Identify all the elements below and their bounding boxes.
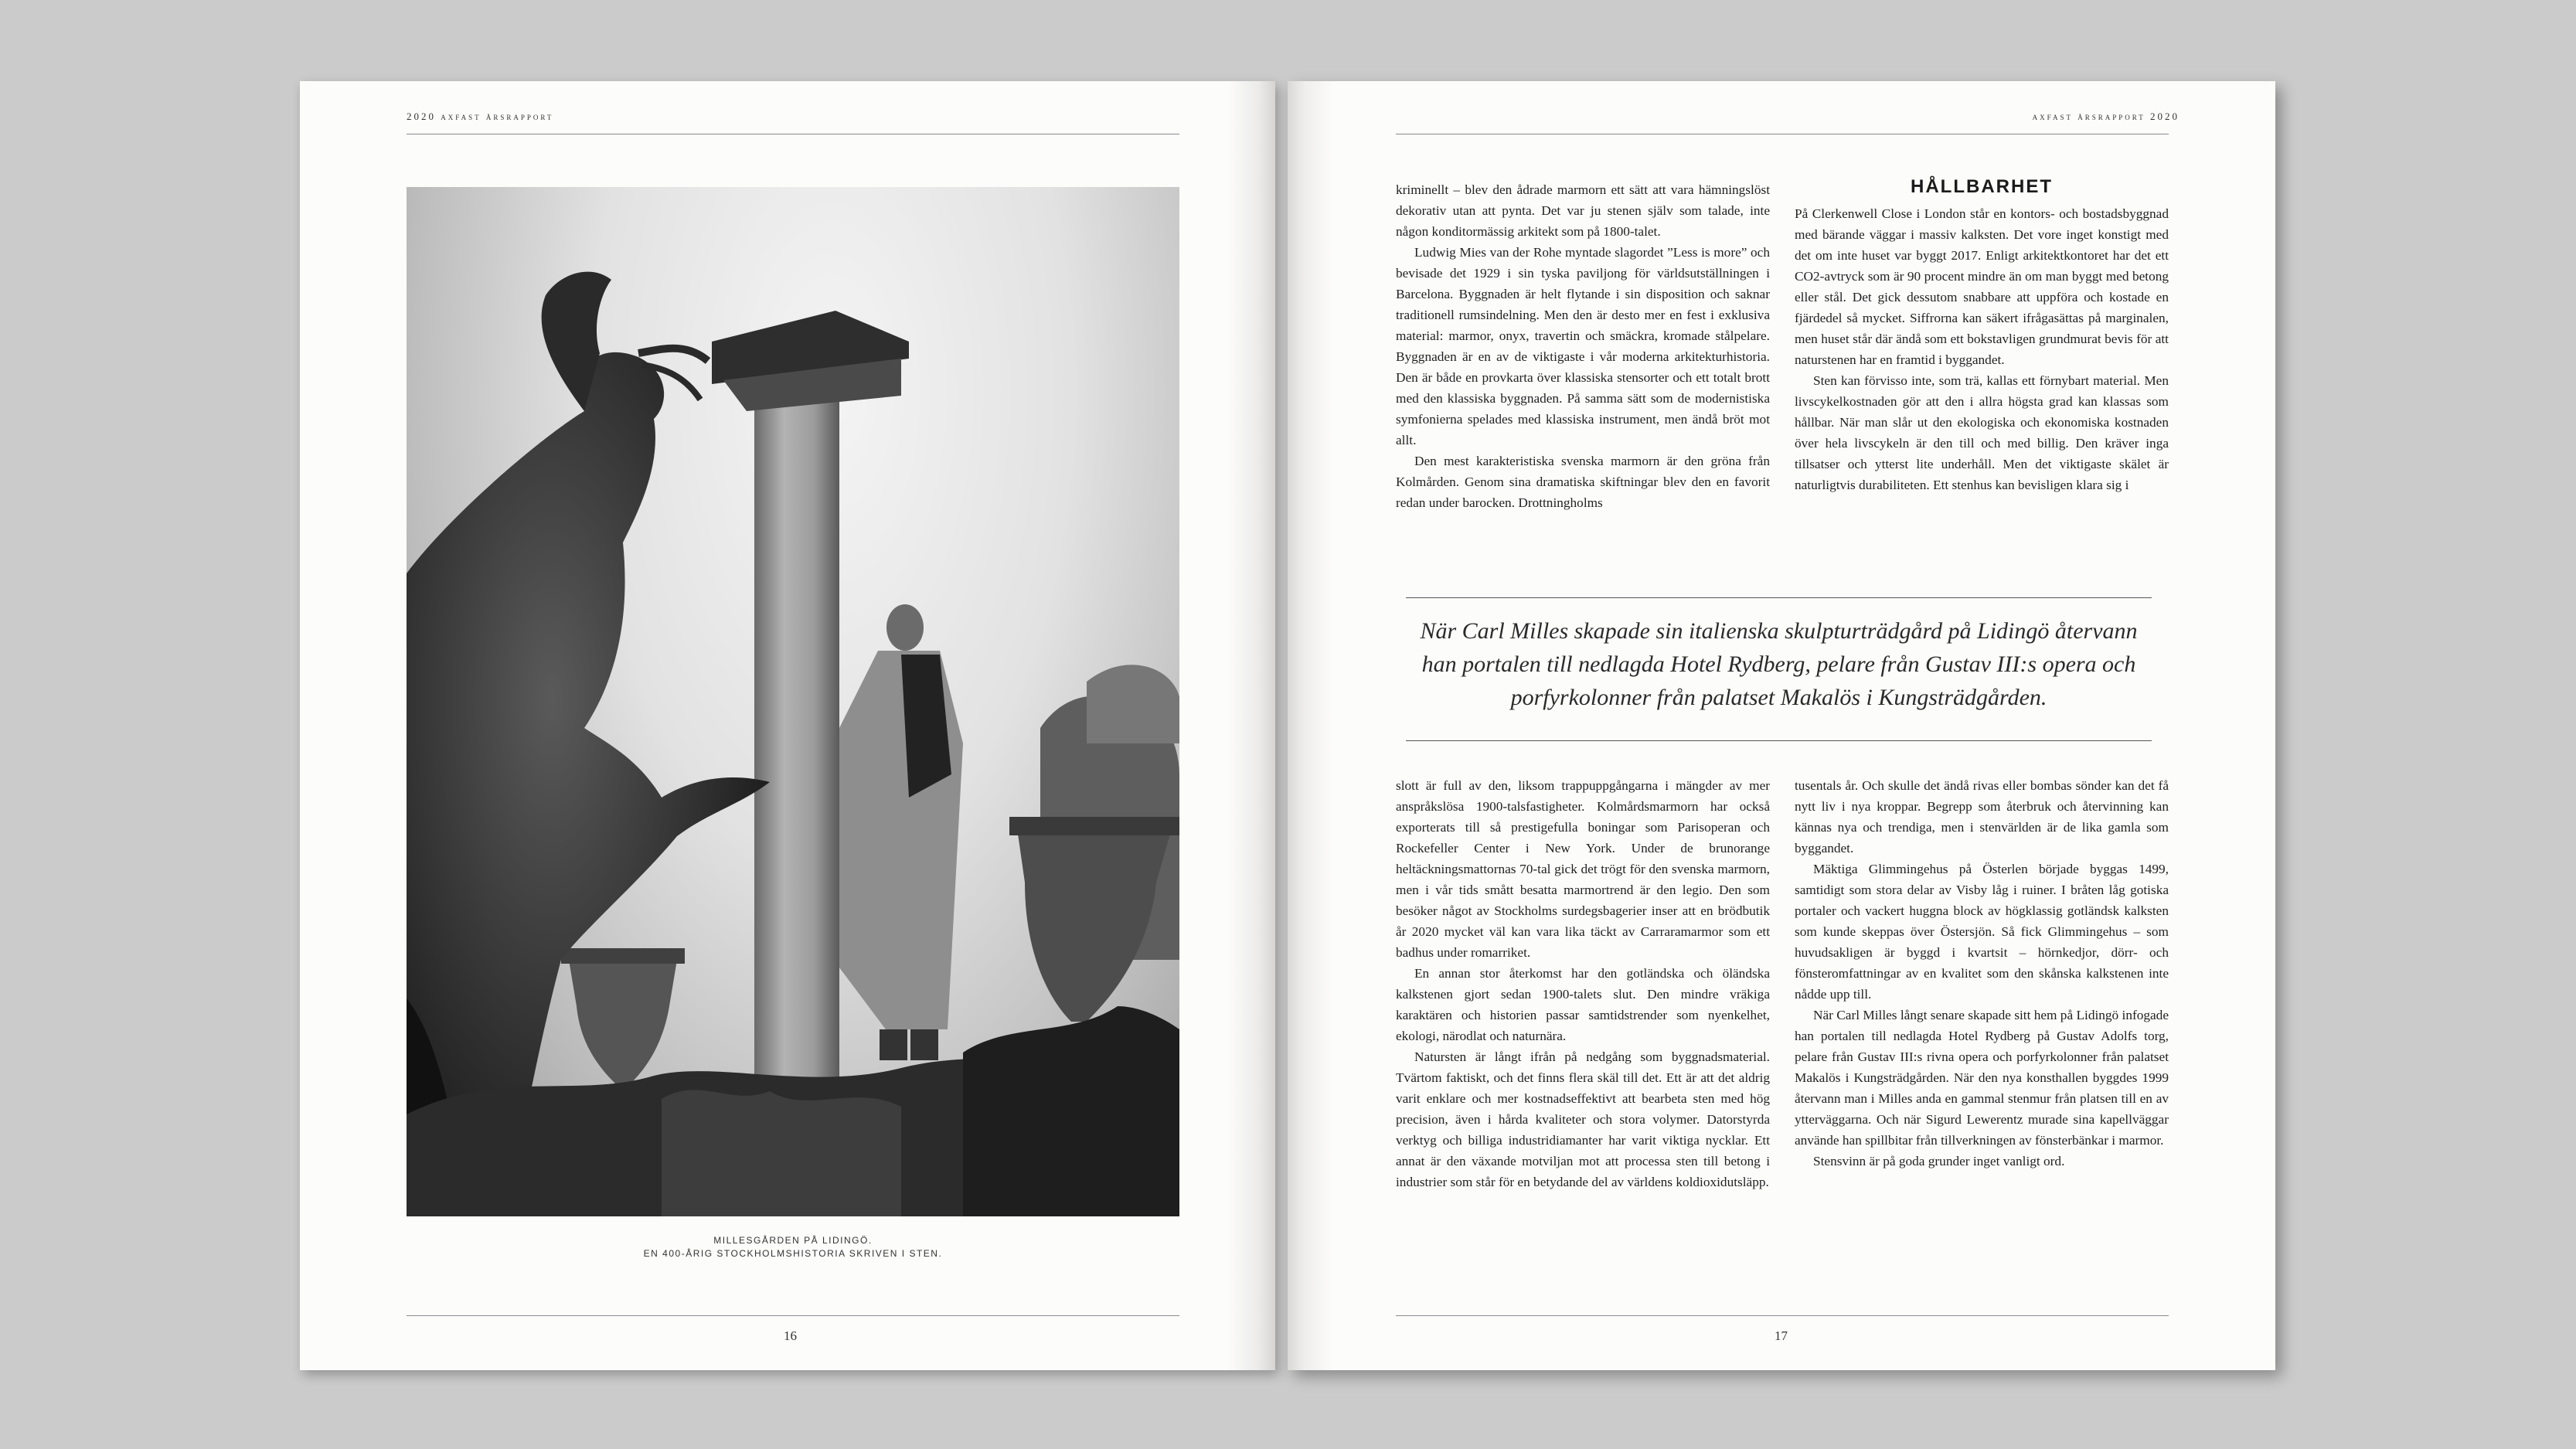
paragraph: Mäktiga Glimmingehus på Österlen började byggas 1499, samtidigt som stora delar av Visby låg i ruiner. I bråten låg gotiska portaler och vackert huggna block av högklassig gotländsk kalksten som kunde skeppas över Östersjön. Så fick Glimmingehus – som huvudsakligen är byggd i kvartsit – hörnkedjor, dörr- och fönsteromfattningar av en kvalitet som den skånska kalkstenen inte nådde upp till. [1795, 862, 2169, 1002]
left-page [300, 81, 1275, 1370]
paragraph: En annan stor återkomst har den gotländska och öländska kalkstenen gjort sedan 1900-talets slut. Den mindre vräkiga karaktären och historien passar samtidstrender som nyenkelhet, ekologi, närodlat och naturnära. [1396, 966, 1770, 1043]
photo-caption [407, 1234, 1179, 1260]
caption-line-1: MILLESGÅRDEN PÅ LIDINGÖ. [713, 1235, 873, 1246]
footer-rule-left [407, 1315, 1179, 1316]
text-column-1-top [1396, 179, 1770, 513]
millesgarden-photo-illustration [407, 187, 1179, 1216]
text-column-2-top [1795, 175, 2169, 495]
paragraph: På Clerkenwell Close i London står en kontors- och bostadsbyggnad med bärande väggar i massiv kalksten. Det vore inget konstigt med det om inte huset var byggt 2017. Enligt arkitektkontoret har det ett CO2-avtryck som är 90 procent mindre än om man byggt med betong eller stål. Det gick dessutom snabbare att uppföra och kostade en fjärdedel så mycket. Siffrorna kan säkert ifrågasättas på marginalen, men huset står där ändå som ett bokstavligen grundmurat bevis för att naturstenen har en framtid i byggandet. [1795, 206, 2169, 367]
running-head-left: 2020 axfast årsrapport [407, 111, 554, 122]
caption-line-2: EN 400-ÅRIG STOCKHOLMSHISTORIA SKRIVEN I STEN. [643, 1248, 943, 1259]
text-column-1-bottom [1396, 775, 1770, 1192]
page-number-left: 16 [784, 1328, 797, 1343]
pullquote-rule-bottom [1406, 740, 2152, 741]
paragraph: Ludwig Mies van der Rohe myntade slagordet ”Less is more” och bevisade det 1929 i sin tyska paviljong för världsutställningen i Barcelona. Byggnaden är helt flytande i sin disposition och saknar traditionell rumsindelning. Men den är desto mer en fest i exklusiva material: marmor, onyx, travertin och smäckra, kromade stålpelare. Byggnaden är en av de viktigaste i vår moderna arkitekturhistoria. Den är både en provkarta över klassiska stensorter och ett totalt brott med den klassiska byggnaden. På samma sätt som de modernistiska symfonierna spelades med klassiska instrument, men ändå bröt mot allt. [1396, 245, 1770, 447]
pullquote-rule-top [1406, 597, 2152, 598]
paragraph: kriminellt – blev den ådrade marmorn ett sätt att vara hämningslöst dekorativ utan att pynta. Det var ju stenen själv som talade, inte någon konditormässig arkitekt som på 1800-talet. [1396, 182, 1770, 239]
section-heading-hallbarhet: HÅLLBARHET [1911, 176, 2053, 197]
photo-millesgarden [407, 187, 1179, 1216]
paragraph: Den mest karakteristiska svenska marmorn är den gröna från Kolmården. Genom sina dramatiska skiftningar blev den en favorit redan under barocken. Drottningholms [1396, 454, 1770, 510]
right-page [1288, 81, 2275, 1370]
footer-rule-right [1396, 1315, 2169, 1316]
paragraph: Sten kan förvisso inte, som trä, kallas ett förnybart material. Men livscykelkostnaden gör att den i allra högsta grad kan klassas som hållbar. När man slår ut den ekologiska och ekonomiska kostnaden över hela livscykeln är den till och med billig. Den kräver inga tillsatser och ytterst lite underhåll. Men det viktigaste skälet är naturligtvis durabiliteten. Ett stenhus kan bevisligen klara sig i [1795, 373, 2169, 492]
paragraph: Stensvinn är på goda grunder inget vanligt ord. [1813, 1154, 2065, 1168]
page-number-right: 17 [1775, 1328, 1788, 1343]
running-head-right: axfast årsrapport 2020 [2032, 111, 2180, 122]
paragraph: När Carl Milles långt senare skapade sitt hem på Lidingö infogade han portalen till nedlagda Hotel Rydberg på Gustav Adolfs torg, pelare från Gustav III:s rivna opera och porfyrkolonner från palatset Makalös i Kungsträdgården. När den nya konsthallen byggdes 1999 återvann man i Milles anda en gammal stenmur från platsen till en av ytterväggarna. Och när Sigurd Lewerentz murade sina kapellväggar använde han spillbitar från tillverkningen av fönsterbänkar i marmor. [1795, 1008, 2169, 1148]
paragraph: slott är full av den, liksom trappuppgångarna i mängder av mer anspråkslösa 1900-talsfastigheter. Kolmårdsmarmorn har också exporterats till så prestigefulla boningar som Parisoperan och Rockefeller Center i New York. Under de brunorange heltäckningsmattornas 70-tal gick det trögt för den svenska marmorn, men i vår tids smått besatta marmortrend är den legio. Den som besöker något av Stockholms surdegsbagerier inser att en brödbutik år 2020 mycket väl kan vara lika täckt av Carraramarmor som ett badhus under romarriket. [1396, 778, 1770, 960]
pullquote: När Carl Milles skapade sin italienska skulpturträdgård på Lidingö återvann han portalen till nedlagda Hotel Rydberg, pelare från Gustav III:s opera och porfyrkolonner från palatset Makalös i Kungsträdgården. [1420, 618, 2138, 710]
text-column-2-bottom [1795, 775, 2169, 1172]
paragraph: Natursten är långt ifrån på nedgång som byggnadsmaterial. Tvärtom faktiskt, och det finns flera skäl till det. Ett är att det aldrig varit enklare och mer kostnadseffektivt att bearbeta sten med hög precision, även i hårda kvaliteter och stora volymer. Datorstyrda verktyg och billiga industridiamanter har varit viktiga nycklar. Ett annat är den växande motviljan mot att processa sten till betong i industrier som står för en betydande del av världens koldioxidutsläpp. [1396, 1049, 1770, 1189]
paragraph: tusentals år. Och skulle det ändå rivas eller bombas sönder kan det få nytt liv i nya kroppar. Begrepp som återbruk och återvinning kan kännas nya och trendiga, men i stenvärlden är de lika gamla som byggandet. [1795, 778, 2169, 855]
